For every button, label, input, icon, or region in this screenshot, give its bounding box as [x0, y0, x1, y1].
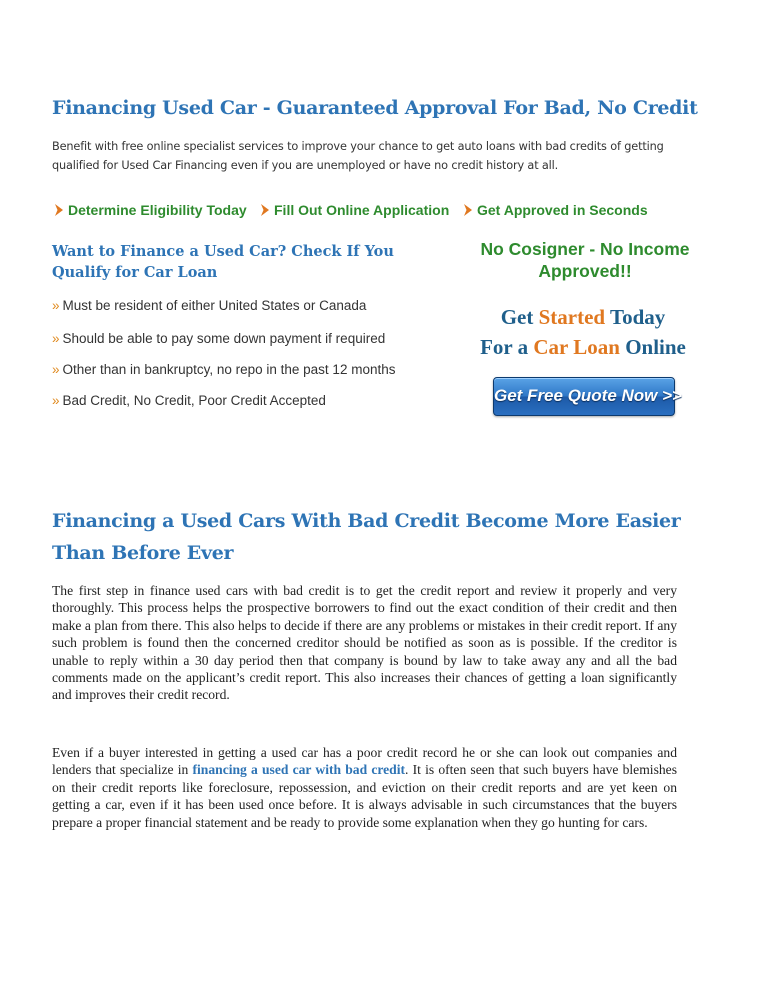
step-label: Fill Out Online Application: [274, 202, 450, 218]
promo-text: Online: [625, 335, 686, 359]
promo-text: Today: [610, 305, 666, 329]
promo-text: For a: [480, 335, 529, 359]
article-paragraph-1: The first step in finance used cars with bad credit is to get the credit report and review it properly and very thoroughly. This process helps the prospective borrowers to find out the exact condition of their credit and then make a plan from there. This also helps to decide if there are any problems or mistakes in their credit report. If any such problem is found then the concerned creditor should be notified as soon as is possible. If the creditor is unable to reply within a 30 day period then that company is bound by law to take away any and all the bad comments made on the applicant’s credit report. This also increases their chances of getting a loan significantly and improves their credit record.: [52, 583, 677, 703]
paragraph-text: . It is often seen that such buyers have blemishes on their credit reports like foreclosure, repossession, and eviction on their credit reports and are yet keen on getting a car, even if it has been used once before. It is always advisable in such circumstances that the buyers prepare a proper financial statement and be ready to provide some explanation when they go hunting for cars.: [52, 762, 677, 830]
qualify-heading: Want to Finance a Used Car? Check If You Qualify for Car Loan: [52, 243, 394, 281]
requirement-item: [52, 298, 366, 313]
chevron-right-icon: [463, 204, 473, 216]
step-determine-eligibility[interactable]: [54, 202, 247, 218]
promo-line-car-loan: [448, 335, 718, 360]
chevron-right-icon: [260, 204, 270, 216]
bullet-icon: »: [52, 362, 60, 377]
requirement-text: Should be able to pay some down payment if required: [62, 331, 386, 346]
requirement-item: [52, 331, 385, 346]
step-label: Determine Eligibility Today: [68, 202, 247, 218]
article-heading: Financing a Used Cars With Bad Credit Become More Easier Than Before Ever: [52, 510, 681, 564]
paragraph-text: Even if a buyer interested in getting a used car has a poor credit record he or she can look out companies and lenders that specialize in: [52, 745, 677, 778]
bullet-icon: »: [52, 331, 60, 346]
page-title: Financing Used Car - Guaranteed Approval For Bad, No Credit: [52, 97, 698, 119]
bullet-icon: »: [52, 393, 60, 408]
intro-paragraph: Benefit with free online specialist services to improve your chance to get auto loans with bad credits of getting qualified for Used Car Financing even if you are unemployed or have no credit history at all.: [52, 140, 664, 172]
requirement-text: Other than in bankruptcy, no repo in the past 12 months: [62, 362, 396, 377]
requirement-text: Must be resident of either United States or Canada: [62, 298, 367, 313]
requirement-item: [52, 393, 326, 408]
chevron-right-icon: [54, 204, 64, 216]
step-fill-application[interactable]: [260, 202, 449, 218]
financing-link[interactable]: financing a used car with bad credit: [192, 762, 406, 778]
requirement-item: [52, 362, 395, 377]
promo-heading: No Cosigner - No Income Approved!!: [480, 239, 690, 281]
promo-highlight: Car Loan: [533, 335, 620, 359]
step-label: Get Approved in Seconds: [477, 202, 648, 218]
get-free-quote-button[interactable]: Get Free Quote Now >>: [493, 377, 675, 416]
bullet-icon: »: [52, 298, 60, 313]
promo-text: Get: [500, 305, 534, 329]
requirement-text: Bad Credit, No Credit, Poor Credit Accepted: [62, 393, 326, 408]
promo-line-get-started: [448, 305, 718, 330]
promo-highlight: Started: [538, 305, 606, 329]
step-get-approved[interactable]: [463, 202, 648, 218]
article-paragraph-2: [52, 744, 677, 831]
